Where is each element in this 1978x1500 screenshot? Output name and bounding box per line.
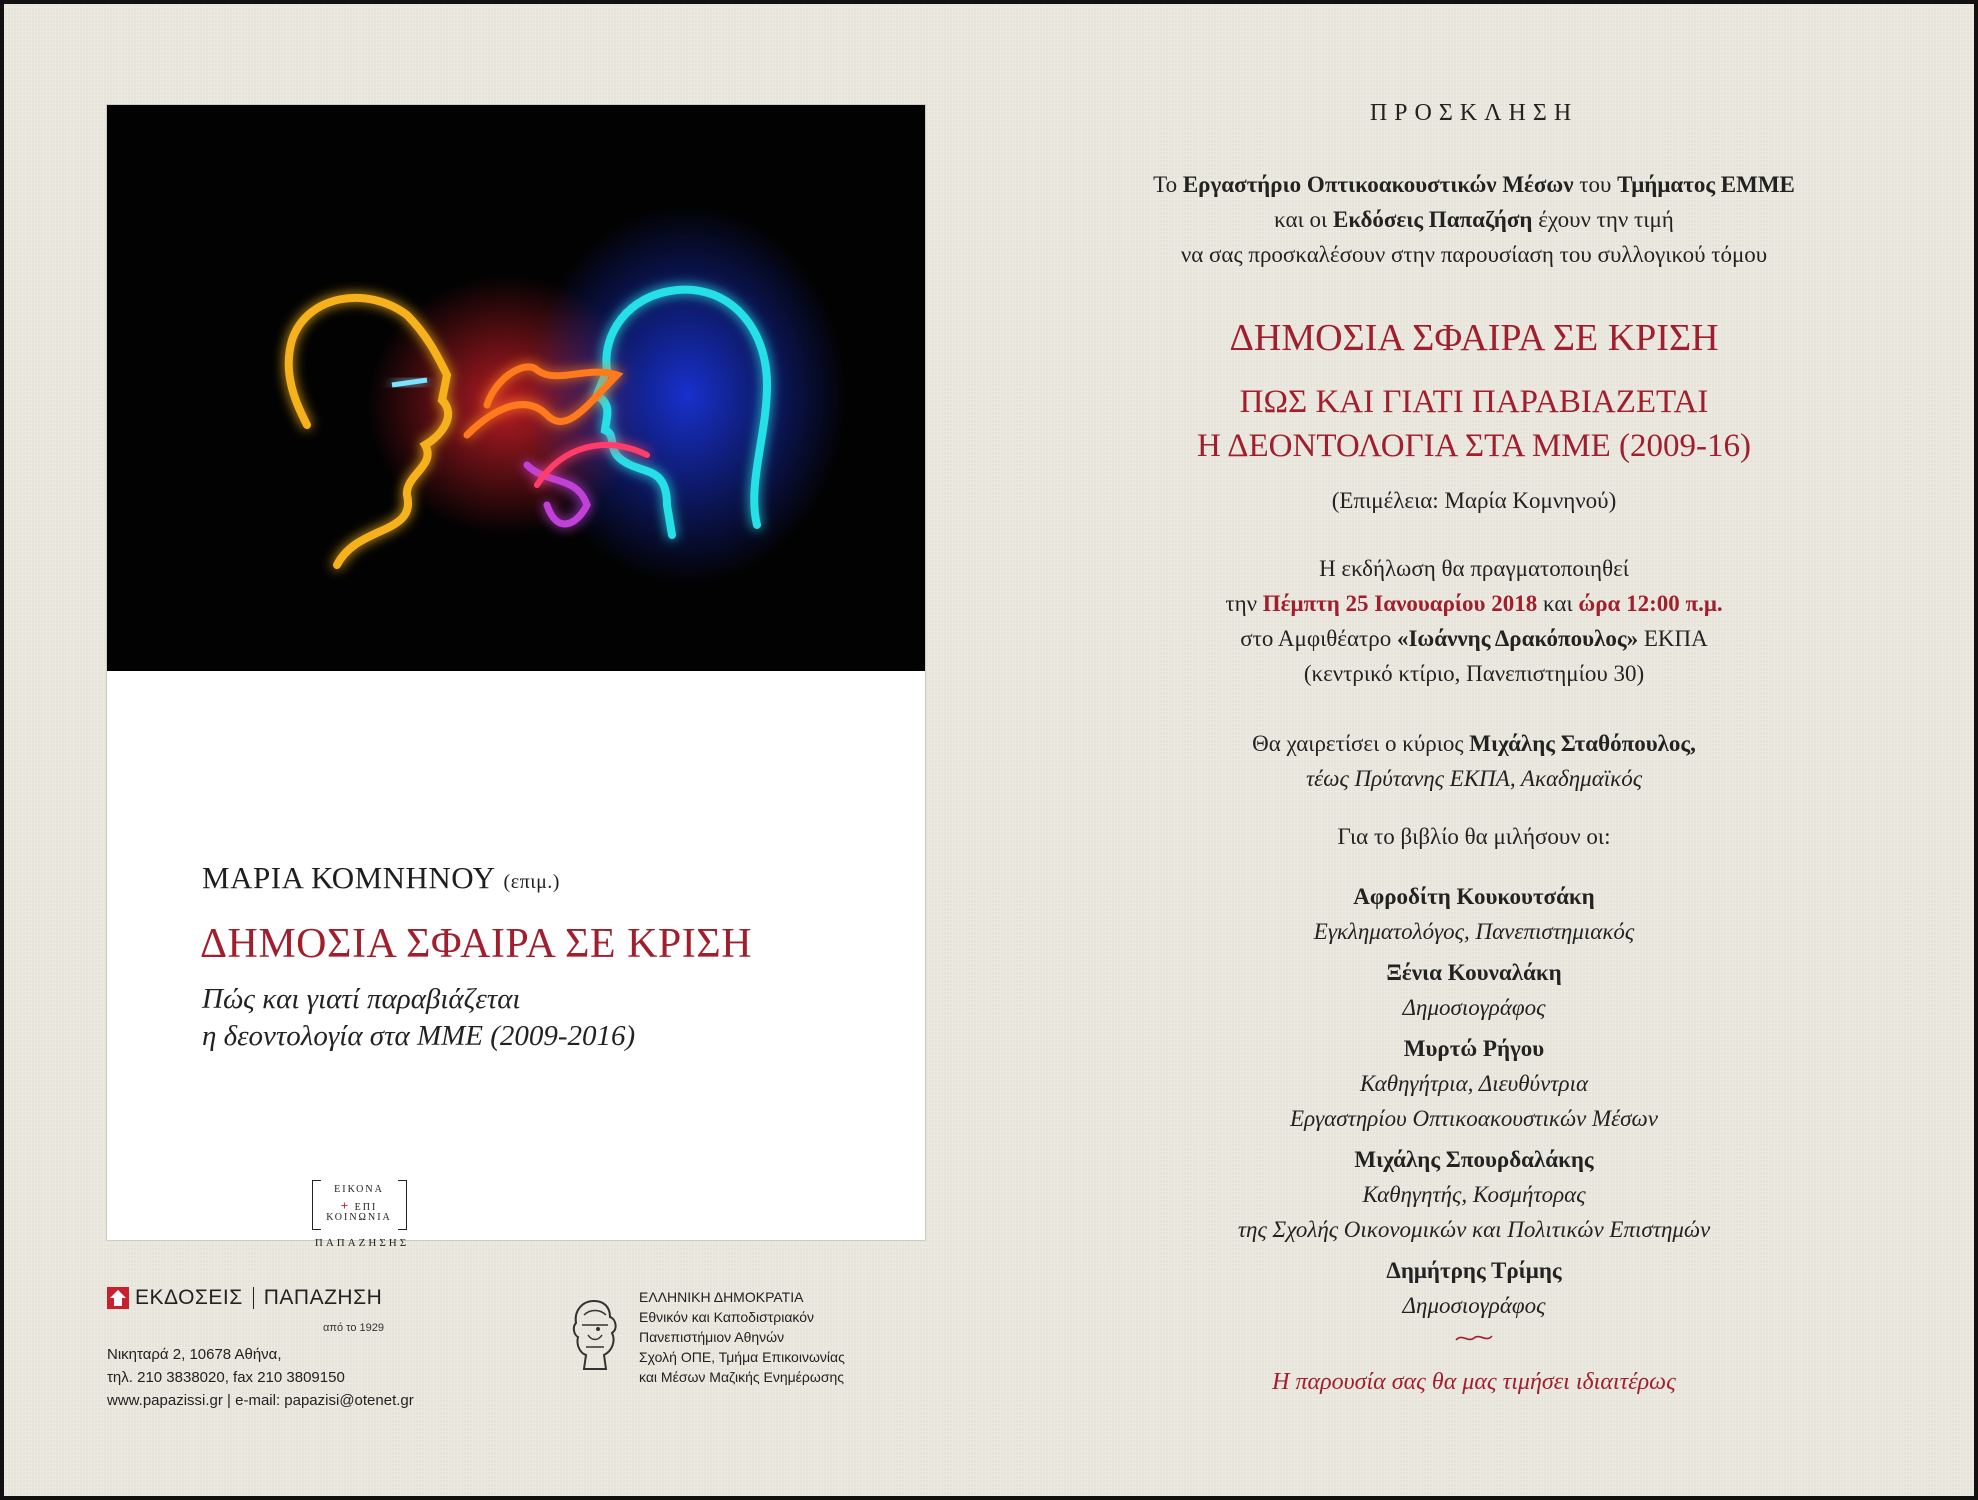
intro-l2-b: Εκδόσεις Παπαζήση [1333,207,1533,232]
intro-l2-a: και οι [1274,207,1333,232]
logo-line-1: ΕΙΚΟΝΑ [334,1184,384,1195]
publisher-name-divider [253,1287,254,1309]
speaker-name: Μιχάλης Σπουρδαλάκης [1354,1147,1594,1172]
speaker-name: Μυρτώ Ρήγου [1403,1036,1545,1061]
speaker-name: Αφροδίτη Κουκουτσάκη [1353,884,1595,909]
event-venue: «Ιωάννης Δρακόπουλος» [1396,626,1639,651]
speaker-name: Ξένια Κουναλάκη [1386,960,1562,985]
cover-subtitle-line-1: Πώς και γιατί παραβιάζεται [202,983,521,1015]
speaker-role: Εγκληματολόγος, Πανεπιστημιακός [1313,919,1635,944]
speaker-role: Καθηγήτρια, Διευθύντρια [1359,1071,1589,1096]
intro-line-1 [1004,172,1944,198]
university-text [639,1287,845,1387]
publisher-contact [107,1343,414,1412]
event-date: Πέμπτη 25 Ιανουαρίου 2018 [1262,591,1538,616]
intro-l2-c: έχουν την τιμή [1532,207,1674,232]
event-l2-a: την [1225,591,1263,616]
invitation-editor: (Επιμέλεια: Μαρία Κομνηνού) [1331,488,1617,513]
event-l2-c: και [1537,591,1579,616]
invitation-book-title: ΔΗΜΟΣΙΑ ΣΦΑΙΡΑ ΣΕ ΚΡΙΣΗ [1229,317,1719,359]
event-line-4: (κεντρικό κτίριο, Πανεπιστημίου 30) [1303,661,1645,686]
cover-subtitle [202,981,635,1055]
logo-line-3: ΚΟΙΝΩΝΙΑ [326,1212,392,1223]
cover-author-role: (επιμ.) [503,871,560,893]
intro-line-2 [1004,207,1944,233]
university-line-5: και Μέσων Μαζικής Ενημέρωσης [639,1369,844,1385]
invitation-book-subtitle-2: Η ΔΕΟΝΤΟΛΟΓΙΑ ΣΤΑ ΜΜΕ (2009-16) [1197,428,1751,464]
event-line-3 [1004,626,1944,652]
athena-seal-icon [564,1295,624,1375]
university-line-4: Σχολή ΟΠΕ, Τμήμα Επικοινωνίας [639,1349,845,1365]
publisher-since: από το 1929 [323,1322,384,1334]
greeting-name: Μιχάλης Σταθόπουλος, [1469,731,1696,756]
greeting-line-2: τέως Πρύτανης ΕΚΠΑ, Ακαδημαϊκός [1305,766,1643,791]
intro-l1-a: Το [1153,172,1183,197]
event-line-2 [1004,591,1944,617]
intro-l1-c: του [1573,172,1618,197]
publisher-web-email: www.papazissi.gr | e-mail: papazisi@otenet.gr [107,1392,414,1409]
event-time: ώρα 12:00 π.μ. [1578,591,1723,616]
greeting-l1-a: Θα χαιρετίσει ο κύριος [1252,731,1470,756]
book-cover [107,105,925,1249]
publisher-name-b: ΠΑΠΑΖΗΣΗ [263,1286,383,1309]
publisher-logo [107,1286,487,1310]
speaker-name: Δημήτρης Τρίμης [1386,1258,1562,1283]
invitation-book-subtitle-1: ΠΩΣ ΚΑΙ ΓΙΑΤΙ ΠΑΡΑΒΙΑΖΕΤΑΙ [1239,384,1709,420]
cover-title: ΔΗΜΟΣΙΑ ΣΦΑΙΡΑ ΣΕ ΚΡΙΣΗ [200,921,753,967]
closing-line: Η παρουσία σας θα μας τιμήσει ιδιαιτέρως [1272,1369,1676,1395]
event-l3-c: ΕΚΠΑ [1638,626,1708,651]
logo-cross: + [340,1198,351,1213]
publisher-series-logo [302,1180,422,1255]
cover-subtitle-line-2: η δεοντολογία στα ΜΜΕ (2009-2016) [202,1020,636,1052]
event-line-1: Η εκδήλωση θα πραγματοποιηθεί [1319,556,1629,581]
flourish-ornament-icon [1004,1331,1944,1345]
cover-author-name: ΜΑΡΙΑ ΚΟΜΝΗΝΟΥ [202,860,496,895]
event-l3-a: στο Αμφιθέατρο [1240,626,1397,651]
speaker-role-2: Εργαστηρίου Οπτικοακουστικών Μέσων [1290,1106,1658,1131]
logo-brand: ΠΑΠΑΖΗΣΗΣ [314,1237,410,1249]
university-line-1: ΕΛΛΗΝΙΚΗ ΔΗΜΟΚΡΑΤΙΑ [639,1289,804,1305]
cover-artwork-neon-faces [107,105,925,671]
intro-l1-d: Τμήματος ΕΜΜΕ [1617,172,1795,197]
intro-line-3: να σας προσκαλέσουν στην παρουσίαση του συλλογικού τόμου [1180,242,1768,267]
intro-l1-b: Εργαστήριο Οπτικοακουστικών Μέσων [1182,172,1574,197]
invitation-heading: ΠΡΟΣΚΛΗΣΗ [1369,100,1579,126]
university-line-2: Εθνικόν και Καποδιστριακόν [639,1309,815,1325]
publisher-phone: τηλ. 210 3838020, fax 210 3809150 [107,1369,345,1386]
cover-author [202,860,560,896]
speaker-role: Καθηγητής, Κοσμήτορας [1362,1182,1586,1207]
house-icon [107,1287,129,1309]
speaker-role: Δημοσιογράφος [1402,995,1546,1020]
university-line-3: Πανεπιστήμιον Αθηνών [639,1329,785,1345]
speaker-role-2: της Σχολής Οικονομικών και Πολιτικών Επιστημών [1237,1217,1711,1242]
publisher-address: Νικηταρά 2, 10678 Αθήνα, [107,1346,282,1363]
speakers-intro: Για το βιβλίο θα μιλήσουν οι: [1337,824,1611,849]
logo-line-2-text: ΕΠΙ [354,1202,378,1213]
speaker-role: Δημοσιογράφος [1402,1293,1546,1318]
publisher-block [107,1286,487,1409]
greeting-line-1 [1004,731,1944,757]
publisher-name-a: ΕΚΔΟΣΕΙΣ [135,1286,243,1309]
